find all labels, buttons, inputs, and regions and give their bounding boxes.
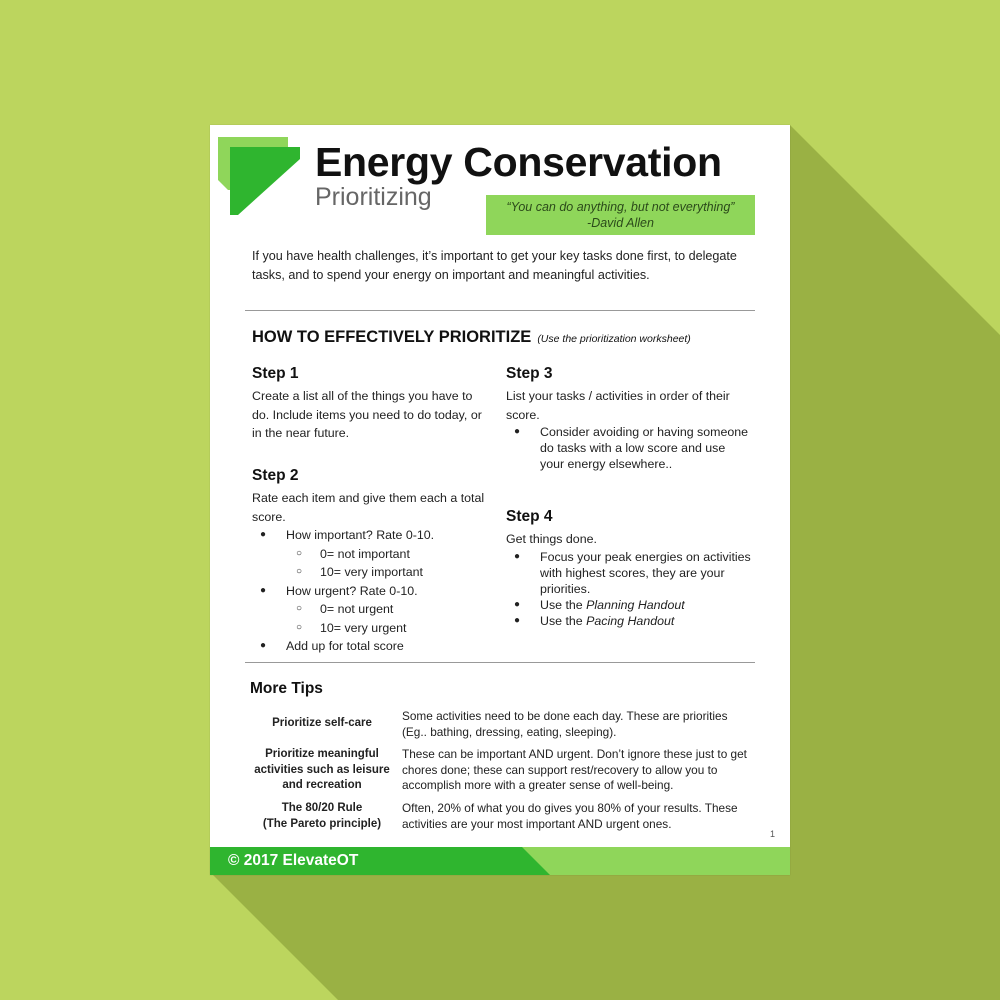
step4-text: Get things done. bbox=[506, 532, 597, 546]
list-item bbox=[506, 613, 751, 629]
divider bbox=[245, 310, 755, 311]
quote-box bbox=[486, 195, 755, 235]
list-item bbox=[506, 597, 751, 613]
divider bbox=[245, 662, 755, 663]
tip-label: Prioritize meaningful activities such as leisure and recreation bbox=[254, 748, 390, 791]
list-item: ● How important? Rate 0-10. bbox=[252, 526, 492, 545]
planning-handout-ref: Planning Handout bbox=[586, 597, 685, 612]
step1-title: Step 1 bbox=[252, 365, 299, 382]
quote-author: -David Allen bbox=[587, 216, 654, 230]
step3-text: List your tasks / activities in order of their score. bbox=[506, 389, 730, 422]
step1-text: Create a list all of the things you have to do. Include items you need to do today, or in the near future. bbox=[252, 389, 482, 440]
step2-text: Rate each item and give them each a total score. bbox=[252, 491, 485, 524]
footer-copyright: © 2017 ElevateOT bbox=[228, 852, 359, 869]
tip-label-line: (The Pareto principle) bbox=[262, 817, 382, 830]
handout-page bbox=[210, 125, 790, 875]
section-note: (Use the prioritization worksheet) bbox=[537, 333, 691, 345]
list-item: ○ 10= very important bbox=[252, 563, 492, 582]
list-item: ● How urgent? Rate 0-10. bbox=[252, 582, 492, 601]
page-subtitle: Prioritizing bbox=[315, 183, 432, 211]
step3-title: Step 3 bbox=[506, 365, 553, 382]
list-item: ○ 0= not important bbox=[252, 545, 492, 564]
list-item: ● Add up for total score bbox=[252, 637, 492, 656]
list-item: ○ 0= not urgent bbox=[252, 600, 492, 619]
step2-list bbox=[252, 526, 492, 656]
quote-text: “You can do anything, but not everything” bbox=[506, 200, 735, 214]
tip-label-line: The 80/20 Rule bbox=[281, 802, 363, 814]
section-heading bbox=[252, 328, 691, 347]
list-item: ● Focus your peak energies on activities with highest scores, they are your priorities. bbox=[506, 549, 751, 597]
list-item: ○ 10= very urgent bbox=[252, 619, 492, 638]
step4-title: Step 4 bbox=[506, 508, 553, 525]
step2-title: Step 2 bbox=[252, 467, 299, 484]
step2-block bbox=[252, 489, 492, 656]
tip-label: Prioritize self-care bbox=[272, 717, 372, 729]
pacing-handout-ref: Pacing Handout bbox=[586, 613, 675, 628]
tips-title: More Tips bbox=[250, 680, 323, 697]
tip-text: Some activities need to be done each day. These are priorities (Eg.. bathing, dressing, eating, sleeping). bbox=[402, 709, 728, 739]
list-item-prefix: Use the bbox=[540, 613, 587, 628]
step3-block bbox=[506, 387, 751, 472]
page-number: 1 bbox=[770, 829, 776, 839]
tip-label bbox=[247, 801, 397, 832]
intro-paragraph: If you have health challenges, it’s important to get your key tasks done first, to delegate tasks, and to spend your energy on important and meaningful activities. bbox=[252, 249, 737, 282]
step3-list bbox=[506, 424, 751, 472]
logo-icon bbox=[218, 135, 308, 217]
list-item-prefix: Use the bbox=[540, 597, 587, 612]
page-title: Energy Conservation bbox=[315, 139, 722, 185]
tip-text: Often, 20% of what you do gives you 80% of your results. These activities are your most important AND urgent ones. bbox=[402, 801, 738, 831]
step4-list bbox=[506, 549, 751, 629]
tip-text: These can be important AND urgent. Don’t ignore these just to get chores done; these can support rest/recovery to allow you to accomplish more with a greater sense of well-being. bbox=[402, 747, 747, 792]
step4-block bbox=[506, 530, 751, 629]
list-item: ● Consider avoiding or having someone do tasks with a low score and use your energy elsewhere.. bbox=[506, 424, 751, 472]
section-heading-text: HOW TO EFFECTIVELY PRIORITIZE bbox=[252, 328, 532, 346]
